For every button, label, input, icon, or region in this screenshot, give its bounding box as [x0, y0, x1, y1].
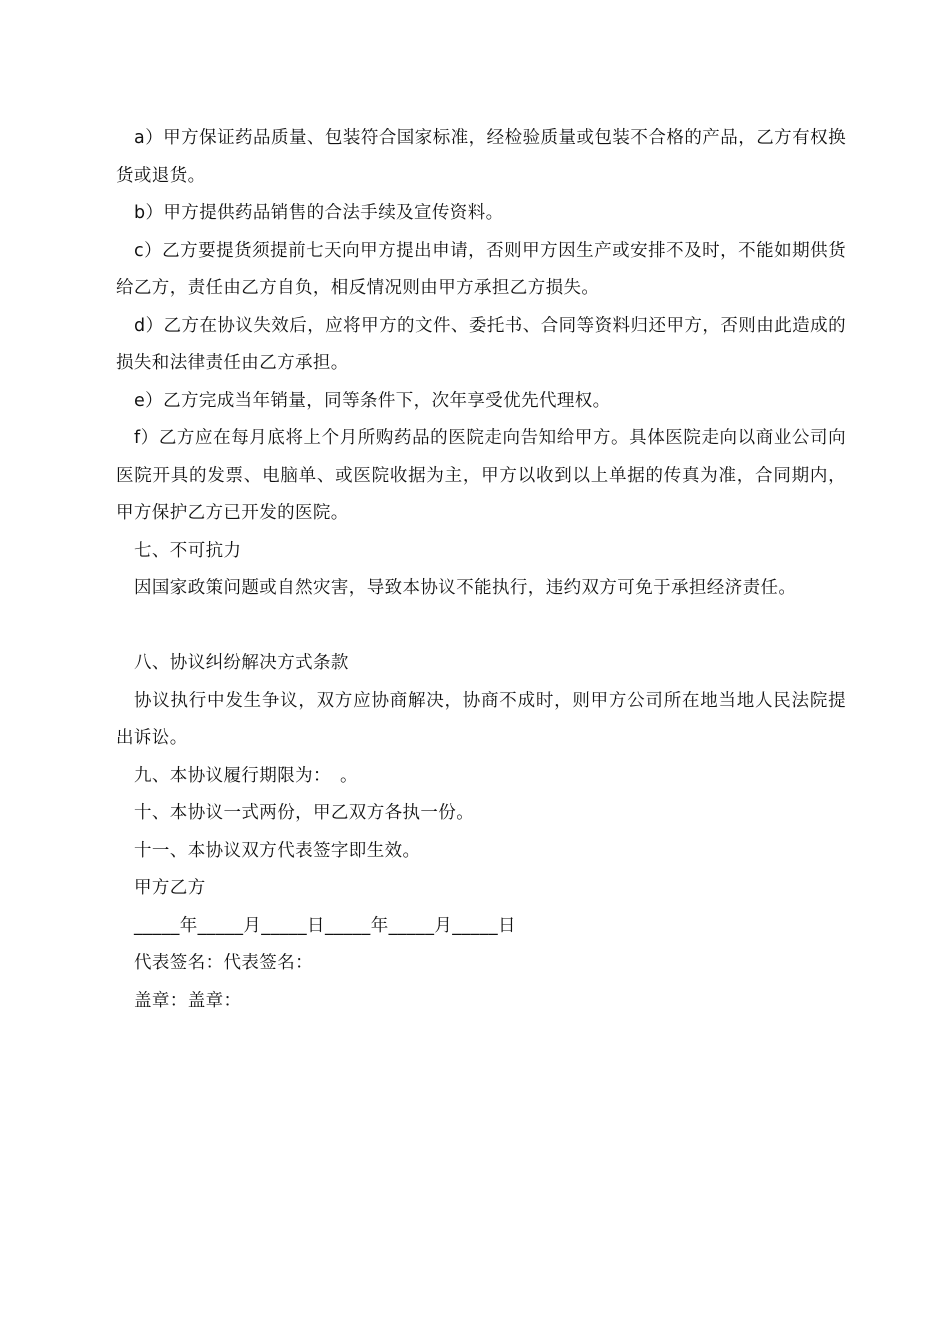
clause-f: f）乙方应在每月底将上个月所购药品的医院走向告知给甲方。具体医院走向以商业公司向医院开具的发票、电脑单、或医院收据为主，甲方以收到以上单据的传真为准，合同期内，甲方保护乙方已开发的医院。	[116, 428, 846, 523]
document-body	[116, 120, 846, 1020]
section-8-heading: 八、协议纠纷解决方式条款	[134, 653, 349, 673]
section-9: 九、本协议履行期限为： 。	[134, 765, 358, 786]
section-7-heading: 七、不可抗力	[134, 540, 242, 561]
seal-line: 盖章：盖章：	[134, 990, 242, 1011]
section-10: 十、本协议一式两份，甲乙双方各执一份。	[134, 803, 475, 823]
parties-line: 甲方乙方	[134, 878, 206, 898]
signature-line: 代表签名：代表签名：	[134, 953, 313, 973]
clause-b: b）甲方提供药品销售的合法手续及宣传资料。	[134, 203, 504, 223]
clause-c: c）乙方要提货须提前七天向甲方提出申请，否则甲方因生产或安排不及时，不能如期供货给乙方，责任由乙方自负，相反情况则由甲方承担乙方损失。	[116, 240, 846, 298]
clause-d: d）乙方在协议失效后，应将甲方的文件、委托书、合同等资料归还甲方，否则由此造成的损失和法律责任由乙方承担。	[116, 315, 846, 373]
section-11: 十一、本协议双方代表签字即生效。	[134, 840, 421, 861]
blank-line	[116, 608, 846, 646]
clause-e: e）乙方完成当年销量，同等条件下，次年享受优先代理权。	[134, 390, 611, 411]
section-8-body: 协议执行中发生争议，双方应协商解决，协商不成时，则甲方公司所在地当地人民法院提出诉讼。	[116, 690, 846, 748]
date-line: _____年_____月_____日_____年_____月_____日	[134, 915, 516, 936]
clause-a: a）甲方保证药品质量、包装符合国家标准，经检验质量或包装不合格的产品，乙方有权换货或退货。	[116, 128, 846, 186]
section-7-body: 因国家政策问题或自然灾害，导致本协议不能执行，违约双方可免于承担经济责任。	[134, 578, 797, 598]
